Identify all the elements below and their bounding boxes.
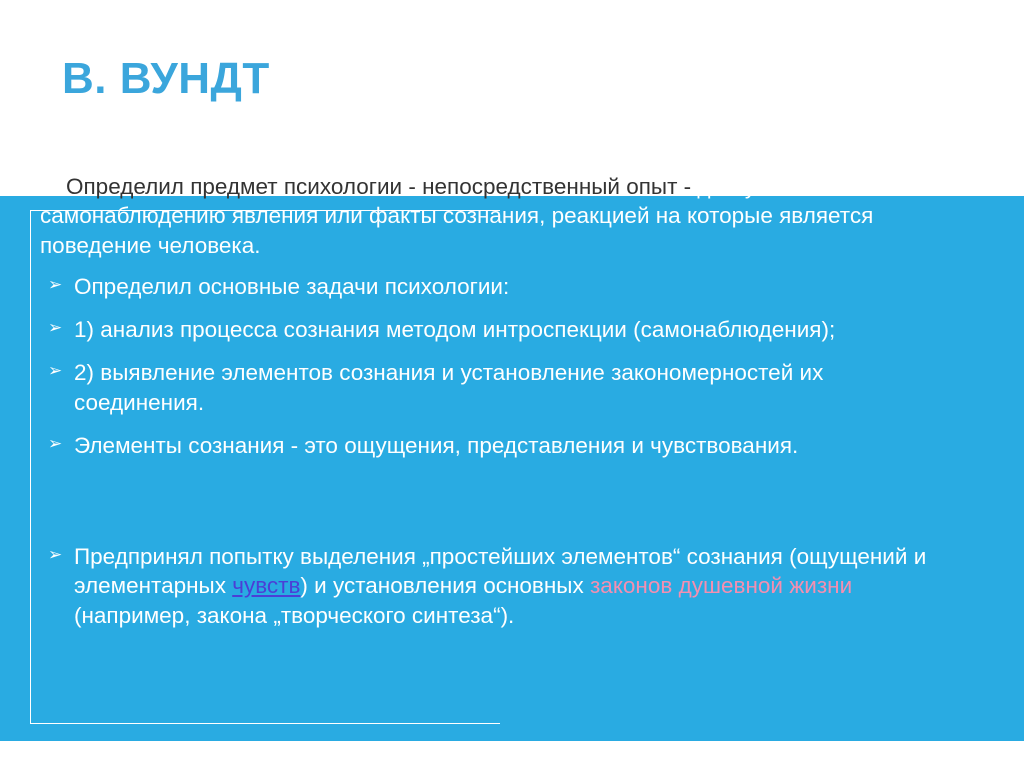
final-part-2: ) и установления основных: [300, 573, 590, 599]
list-spacer: [40, 474, 954, 528]
list-item-task-2: [40, 358, 954, 417]
bullet-arrow-icon: ➢: [48, 545, 63, 564]
intro-tail: доступные самонаблюдению явления или факты сознания, реакцией на которые является поведение человека.: [40, 174, 874, 258]
final-pink-text: законов душевной жизни: [589, 573, 853, 599]
final-part-3: (например, закона „творческого синтеза“).: [74, 602, 515, 628]
bullet-arrow-icon: ➢: [48, 274, 63, 294]
page-title: В. ВУНДТ: [62, 54, 270, 103]
slide-content: [40, 172, 980, 644]
task-2-text: 2) выявление элементов сознания и установление закономерностей их соединения.: [74, 360, 824, 415]
bullet-list: [40, 272, 980, 630]
bullet-arrow-icon: ➢: [48, 433, 63, 453]
list-item-tasks-heading: [40, 272, 954, 301]
list-item-task-1: [40, 315, 954, 344]
final-part-1: Предпринял попытку выделения „простейших элементов“ сознания (ощущений и элементарных: [74, 544, 927, 599]
list-item-final: [40, 542, 954, 630]
tasks-heading-text: Определил основные задачи психологии: [74, 273, 503, 299]
bullet-arrow-icon: ➢: [48, 318, 63, 337]
tasks-heading-colon: :: [502, 273, 510, 299]
chuvstv-link[interactable]: чувств: [232, 573, 301, 599]
intro-paragraph: [40, 172, 920, 260]
elements-text: Элементы сознания - это ощущения, представления и чувствования.: [74, 432, 799, 458]
list-item-elements: [40, 431, 954, 460]
task-1-text: 1) анализ процесса сознания методом интроспекции (самонаблюдения);: [74, 317, 836, 342]
intro-head: Определил предмет психологии - непосредственный опыт -: [66, 174, 692, 199]
bullet-arrow-icon: ➢: [48, 361, 63, 381]
